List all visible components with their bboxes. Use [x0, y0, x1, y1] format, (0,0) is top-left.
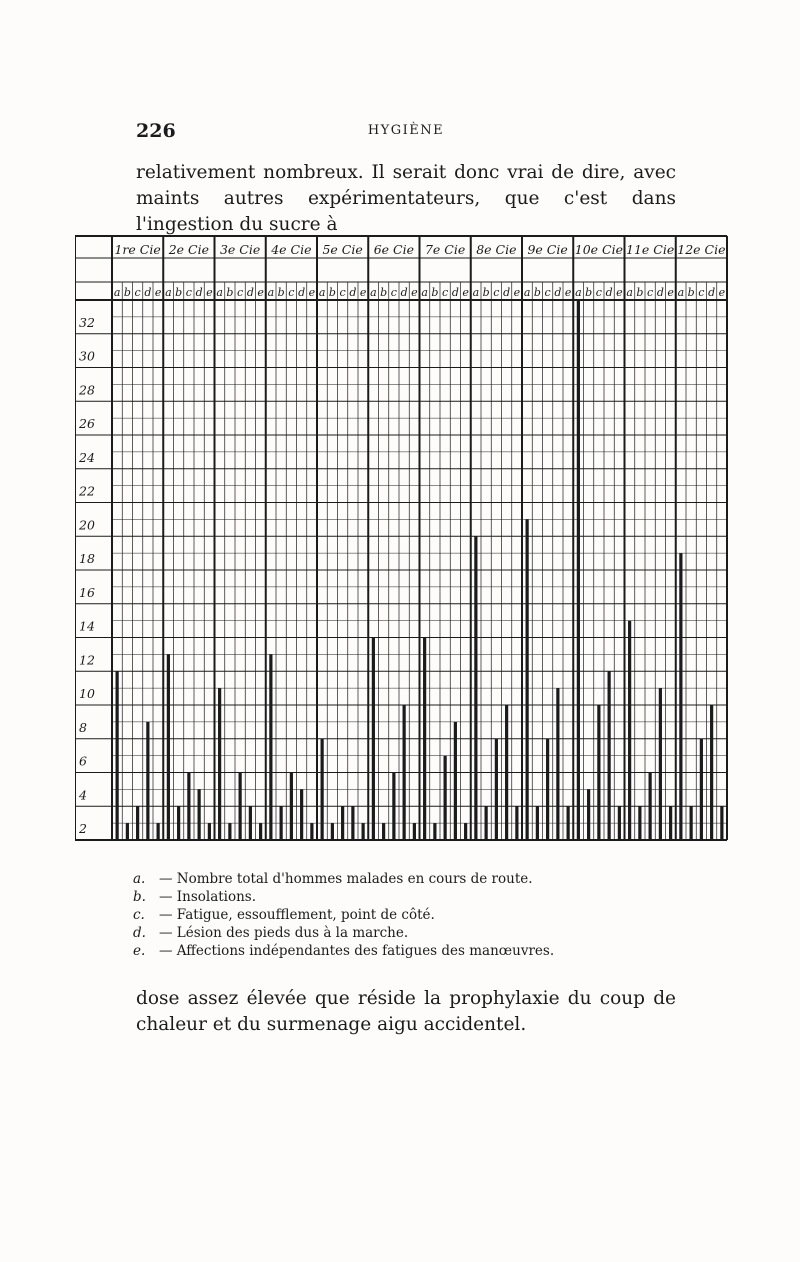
bar: [720, 806, 723, 840]
y-tick-label: 26: [79, 416, 95, 431]
bar: [167, 654, 170, 840]
bar-chart: [75, 232, 731, 844]
group-label: 9e Cie: [527, 242, 568, 257]
y-tick-label: 22: [79, 483, 95, 499]
category-label: d: [656, 286, 664, 299]
intro-paragraph: [136, 160, 676, 238]
category-label: d: [144, 286, 152, 299]
group-label: 3e Cie: [219, 242, 261, 257]
conclusion-paragraph: [136, 986, 676, 1038]
legend-letter: e.: [133, 943, 146, 959]
bar: [526, 519, 529, 840]
category-label: d: [195, 286, 203, 299]
bar: [505, 705, 508, 840]
bar: [280, 806, 283, 840]
bar: [710, 705, 713, 840]
category-label: d: [400, 286, 408, 299]
y-tick-label: 28: [79, 382, 95, 398]
bar: [218, 688, 221, 840]
category-label: b: [636, 286, 644, 299]
category-label: d: [246, 286, 254, 299]
category-label: a: [421, 286, 428, 299]
bar: [423, 638, 426, 841]
bar: [444, 756, 447, 840]
category-label: e: [513, 286, 521, 299]
category-label: a: [626, 286, 633, 299]
y-tick-label: 18: [79, 551, 95, 566]
bar: [587, 789, 590, 840]
y-tick-label: 12: [79, 652, 95, 668]
category-label: c: [288, 286, 295, 299]
category-label: b: [226, 286, 234, 299]
category-label: d: [298, 286, 306, 299]
category-label: c: [647, 286, 654, 299]
category-label: d: [503, 286, 511, 299]
category-label: c: [442, 286, 449, 299]
bar: [454, 722, 457, 840]
bar: [300, 789, 303, 840]
group-label: 11e Cie: [626, 242, 675, 257]
bar: [310, 823, 313, 840]
y-tick-label: 8: [79, 719, 87, 735]
category-label: e: [667, 286, 674, 299]
legend-letter: d.: [133, 925, 146, 941]
category-label: c: [185, 286, 192, 299]
chart-legend: [133, 870, 693, 960]
y-tick-label: 24: [79, 449, 95, 465]
category-label: c: [698, 286, 705, 299]
category-label: b: [328, 286, 336, 299]
category-label: b: [277, 286, 285, 299]
legend-text: — Lésion des pieds dus à la marche.: [159, 925, 409, 941]
category-label: b: [585, 286, 593, 299]
group-label: 6e Cie: [373, 242, 415, 257]
category-label: e: [564, 286, 572, 299]
category-label: a: [677, 286, 685, 299]
category-label: e: [257, 286, 264, 299]
y-tick-label: 10: [79, 686, 95, 701]
bar: [157, 823, 160, 840]
group-label: 10e Cie: [574, 242, 623, 257]
y-tick-label: 30: [79, 348, 95, 364]
bar: [628, 621, 631, 840]
category-label: c: [237, 286, 244, 299]
category-label: e: [154, 286, 162, 299]
running-title: HYGIÈNE: [367, 123, 445, 138]
bar: [331, 823, 334, 840]
category-label: d: [349, 286, 357, 299]
category-label: e: [462, 286, 469, 299]
bar: [474, 536, 477, 840]
category-label: a: [370, 286, 377, 299]
category-label: a: [318, 286, 326, 299]
category-label: c: [544, 286, 551, 299]
legend-letter: b.: [133, 889, 146, 905]
bar: [495, 739, 498, 840]
bar: [126, 823, 129, 840]
bar: [116, 671, 119, 840]
category-label: a: [267, 286, 275, 299]
category-label: d: [605, 286, 613, 299]
bar: [382, 823, 385, 840]
category-label: a: [113, 286, 121, 299]
bar: [198, 789, 201, 840]
bar: [321, 739, 324, 840]
bar: [413, 823, 416, 840]
category-label: e: [206, 286, 213, 299]
chart-svg: [75, 232, 731, 844]
legend-item: [133, 888, 693, 906]
category-label: b: [687, 286, 695, 299]
bar: [597, 705, 600, 840]
bar: [567, 806, 570, 840]
bar: [392, 773, 395, 841]
y-tick-label: 14: [79, 618, 95, 634]
y-tick-label: 6: [79, 753, 87, 769]
y-tick-label: 32: [79, 314, 95, 330]
category-label: c: [595, 286, 602, 299]
group-label: 12e Cie: [677, 242, 726, 257]
legend-letter: a.: [133, 871, 146, 887]
group-label: 8e Cie: [476, 242, 517, 257]
group-label: 7e Cie: [424, 242, 466, 257]
bar: [372, 638, 375, 841]
legend-text: — Insolations.: [159, 889, 257, 905]
y-tick-label: 2: [79, 821, 87, 836]
bar: [536, 806, 539, 840]
bar: [577, 300, 580, 840]
bar: [290, 773, 293, 841]
bar: [249, 806, 252, 840]
bar: [351, 806, 354, 840]
legend-letter: c.: [133, 907, 145, 923]
bar: [618, 806, 621, 840]
bar: [485, 806, 488, 840]
bar: [146, 722, 149, 840]
category-label: a: [165, 286, 172, 299]
bar: [228, 823, 231, 840]
bar: [669, 806, 672, 840]
page-header: [136, 120, 676, 144]
legend-item: [133, 942, 693, 960]
legend-text: — Affections indépendantes des fatigues des manœuvres.: [159, 943, 555, 959]
legend-item: [133, 870, 693, 888]
bar: [187, 773, 190, 841]
bar: [690, 806, 693, 840]
category-label: e: [718, 286, 726, 299]
page-number: 226: [136, 120, 176, 142]
bar: [638, 806, 641, 840]
category-label: d: [708, 286, 716, 299]
category-label: c: [390, 286, 397, 299]
category-label: a: [575, 286, 582, 299]
legend-text: — Nombre total d'hommes malades en cours de route.: [159, 871, 533, 887]
legend-item: [133, 924, 693, 942]
y-tick-label: 4: [79, 787, 87, 803]
category-label: b: [482, 286, 490, 299]
category-label: b: [123, 286, 131, 299]
category-label: b: [533, 286, 541, 299]
bar: [556, 688, 559, 840]
bar: [362, 823, 365, 840]
category-label: c: [134, 286, 141, 299]
category-label: e: [308, 286, 316, 299]
category-label: e: [359, 286, 367, 299]
y-tick-label: 20: [79, 517, 95, 533]
bar: [136, 806, 139, 840]
bar: [659, 688, 662, 840]
category-label: c: [493, 286, 500, 299]
group-label: 4e Cie: [271, 242, 312, 257]
category-label: a: [472, 286, 480, 299]
intro-text: relativement nombreux. Il serait donc vrai de dire, avec maints autres expérimentateurs, que c'est dans l'ingestion du sucre à: [136, 162, 676, 235]
bar: [269, 654, 272, 840]
group-label: 5e Cie: [322, 242, 363, 257]
category-label: d: [451, 286, 459, 299]
legend-item: [133, 906, 693, 924]
category-label: b: [380, 286, 388, 299]
group-label: 1re Cie: [114, 242, 161, 257]
bar: [239, 773, 242, 841]
bar: [649, 773, 652, 841]
bar: [433, 823, 436, 840]
y-tick-label: 16: [79, 584, 95, 600]
category-label: a: [523, 286, 531, 299]
legend-text: — Fatigue, essoufflement, point de côté.: [159, 907, 435, 923]
bar: [177, 806, 180, 840]
bar: [464, 823, 467, 840]
conclusion-text: dose assez élevée que réside la prophylaxie du coup de chaleur et du surmenage aigu accidentel.: [136, 988, 676, 1035]
group-label: 2e Cie: [168, 242, 210, 257]
bar: [515, 806, 518, 840]
category-label: b: [175, 286, 183, 299]
bar: [546, 739, 549, 840]
category-label: e: [616, 286, 623, 299]
category-label: d: [554, 286, 562, 299]
bar: [608, 671, 611, 840]
category-label: c: [339, 286, 346, 299]
bar: [259, 823, 262, 840]
bar: [403, 705, 406, 840]
bar: [208, 823, 211, 840]
category-label: a: [216, 286, 223, 299]
bar: [679, 553, 682, 840]
category-label: e: [411, 286, 418, 299]
category-label: b: [431, 286, 439, 299]
bar: [341, 806, 344, 840]
bar: [700, 739, 703, 840]
